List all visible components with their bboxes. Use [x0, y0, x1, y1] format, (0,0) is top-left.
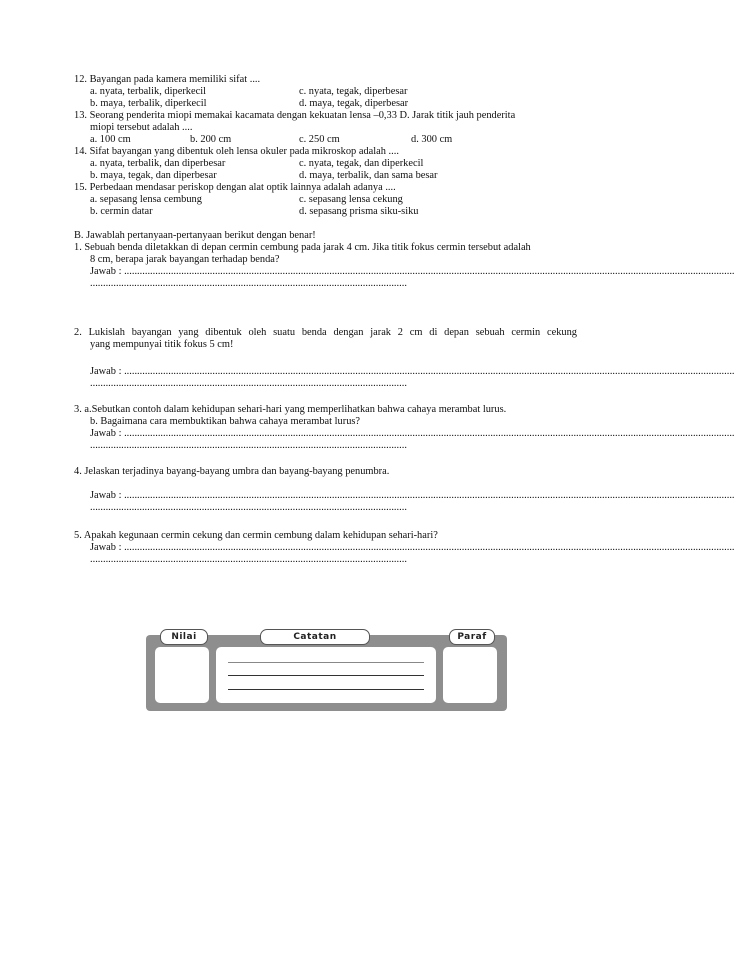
question-text: Bayangan pada kamera memiliki sifat ....	[89, 74, 261, 85]
option-d: d. 300 cm	[411, 134, 453, 145]
option-a: a. 100 cm	[90, 134, 131, 145]
option-c: c. 250 cm	[299, 134, 340, 145]
question-number: 14.	[74, 146, 87, 157]
option-c: c. sepasang lensa cekung	[299, 194, 403, 205]
question-number: 13.	[74, 110, 87, 121]
essay-question-5: 5. Apakah kegunaan cermin cekung dan cermin cembung dalam kehidupan sehari-hari?	[74, 530, 438, 541]
nilai-label: Nilai	[160, 629, 208, 645]
catatan-field[interactable]	[216, 647, 436, 703]
answer-line[interactable]	[90, 266, 735, 278]
option-d: d. maya, terbalik, dan sama besar	[299, 170, 438, 181]
answer-dots: ...........................................................................................................................................................................................................................................	[124, 542, 735, 553]
answer-line[interactable]	[90, 490, 735, 502]
option-a: a. nyata, terbalik, diperkecil	[90, 86, 206, 97]
note-line	[228, 662, 424, 663]
option-a: a. sepasang lensa cembung	[90, 194, 202, 205]
answer-label: Jawab :	[90, 366, 125, 377]
answer-line[interactable]	[90, 366, 735, 378]
option-b: b. cermin datar	[90, 206, 153, 217]
question-number: 15.	[74, 182, 87, 193]
question-12	[74, 74, 260, 86]
paraf-label: Paraf	[449, 629, 495, 645]
essay-question-3a: 3. a.Sebutkan contoh dalam kehidupan sehari-hari yang memperlihatkan bahwa cahaya merambat lurus.	[74, 404, 507, 415]
nilai-field[interactable]	[155, 647, 209, 703]
question-13	[74, 110, 515, 122]
question-14	[74, 146, 399, 158]
essay-question-4: 4. Jelaskan terjadinya bayang-bayang umbra dan bayang-bayang penumbra.	[74, 466, 390, 477]
answer-line[interactable]	[90, 542, 735, 554]
essay-question-1-continued: 8 cm, berapa jarak bayangan terhadap benda?	[90, 254, 280, 265]
catatan-label: Catatan	[260, 629, 370, 645]
question-text: Sifat bayangan yang dibentuk oleh lensa okuler pada mikroskop adalah ....	[89, 146, 399, 157]
option-c: c. nyata, tegak, dan diperkecil	[299, 158, 424, 169]
question-text-continued: miopi tersebut adalah ....	[90, 122, 193, 133]
essay-question-3b: b. Bagaimana cara membuktikan bahwa cahaya merambat lurus?	[90, 416, 361, 427]
paraf-field[interactable]	[443, 647, 497, 703]
option-a: a. nyata, terbalik, dan diperbesar	[90, 158, 226, 169]
option-b: b. maya, terbalik, diperkecil	[90, 98, 207, 109]
option-c: c. nyata, tegak, diperbesar	[299, 86, 408, 97]
answer-label: Jawab :	[90, 542, 125, 553]
section-b-heading: B. Jawablah pertanyaan-pertanyaan berikut dengan benar!	[74, 230, 316, 241]
assessment-box	[146, 635, 507, 711]
note-line	[228, 689, 424, 690]
answer-dots: ...........................................................................................................................................................................................................................................	[124, 366, 735, 377]
note-line	[228, 675, 424, 676]
essay-question-2: 2. Lukislah bayangan yang dibentuk oleh suatu benda dengan jarak 2 cm di depan sebuah cermin cekung	[74, 327, 577, 338]
option-d: d. sepasang prisma siku-siku	[299, 206, 419, 217]
answer-dots-line[interactable]: ..........................................................................................................................	[90, 554, 407, 565]
question-text: Seorang penderita miopi memakai kacamata dengan kekuatan lensa –0,33 D. Jarak titik jauh penderita	[89, 110, 516, 121]
answer-dots-line[interactable]: ..........................................................................................................................	[90, 278, 407, 289]
question-number: 12.	[74, 74, 87, 85]
answer-dots-line[interactable]: ..........................................................................................................................	[90, 502, 407, 513]
answer-dots-line[interactable]: ..........................................................................................................................	[90, 440, 407, 451]
answer-dots: ...........................................................................................................................................................................................................................................	[124, 490, 735, 501]
essay-question-2-continued: yang mempunyai titik fokus 5 cm!	[90, 339, 234, 350]
essay-question-1: 1. Sebuah benda diletakkan di depan cermin cembung pada jarak 4 cm. Jika titik fokus cermin tersebut adalah	[74, 242, 531, 253]
answer-label: Jawab :	[90, 266, 125, 277]
question-text: Perbedaan mendasar periskop dengan alat optik lainnya adalah adanya ....	[89, 182, 396, 193]
answer-dots-line[interactable]: ..........................................................................................................................	[90, 378, 407, 389]
answer-dots: ...........................................................................................................................................................................................................................................	[124, 428, 735, 439]
answer-label: Jawab :	[90, 428, 125, 439]
answer-label: Jawab :	[90, 490, 125, 501]
option-b: b. 200 cm	[190, 134, 232, 145]
question-15	[74, 182, 396, 194]
option-d: d. maya, tegak, diperbesar	[299, 98, 409, 109]
answer-line[interactable]	[90, 428, 735, 440]
answer-dots: ...........................................................................................................................................................................................................................................	[124, 266, 735, 277]
option-b: b. maya, tegak, dan diperbesar	[90, 170, 217, 181]
